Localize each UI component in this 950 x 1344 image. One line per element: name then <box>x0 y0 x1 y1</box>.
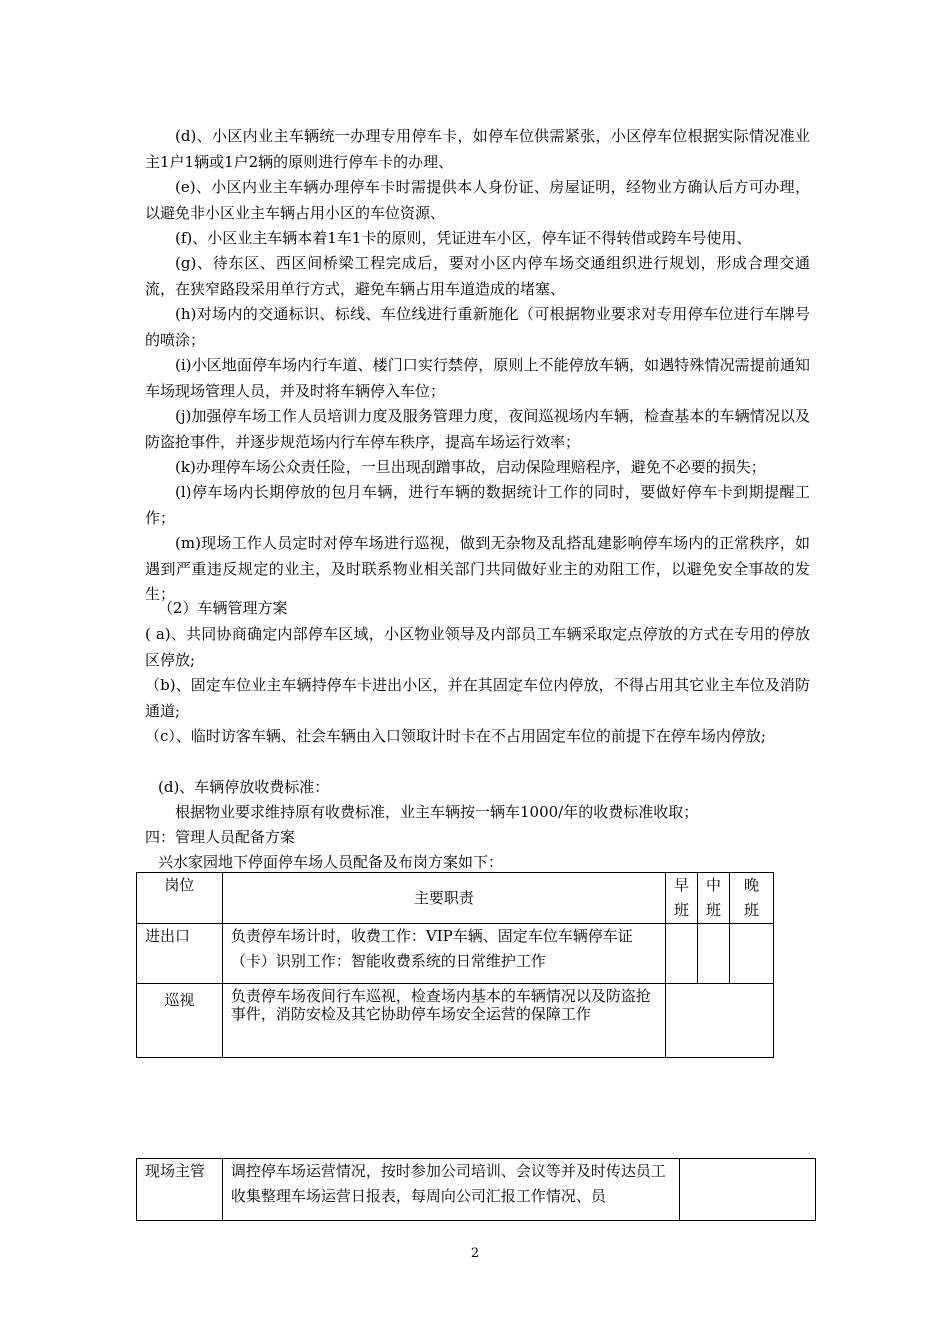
header-post: 岗位 <box>137 873 223 924</box>
post-cell: 现场主管 <box>137 1159 223 1221</box>
post-cell: 进出口 <box>137 924 223 984</box>
paragraph-b: （b)、固定车位业主车辆持停车卡进出小区，并在其固定车位内停放，不得占用其它业主车位及消防通道; <box>145 676 810 720</box>
section-heading-staffing: 四：管理人员配备方案 <box>145 828 296 846</box>
header-duties: 主要职责 <box>222 873 665 924</box>
paragraph-d: (d)、小区内业主车辆统一办理专用停车卡，如停车位供需紧张，小区停车位根据实际情况准业主1户1辆或1户2辆的原则进行停车卡的办理、 <box>145 127 810 171</box>
staffing-table-continued <box>136 1158 816 1221</box>
paragraph-l: (l)停车场内长期停放的包月车辆，进行车辆的数据统计工作的同时，要做好停车卡到期提醒工作； <box>145 483 810 527</box>
header-night-shift: 晚班 <box>729 873 773 924</box>
section-heading-vehicle-management: （2）车辆管理方案 <box>158 599 288 617</box>
duty-cell: 负责停车场计时，收费工作：VIP车辆、固定车位车辆停车证（卡）识别工作：智能收费系统的日常维护工作 <box>222 924 665 984</box>
fee-standard-heading: (d)、车辆停放收费标准： <box>158 778 330 796</box>
paragraph-m: (m)现场工作人员定时对停车场进行巡视，做到无杂物及乱搭乱建影响停车场内的正常秩序，如遇到严重违反规定的业主，及时联系物业相关部门共同做好业主的劝阻工作，以避免安全事故的发生； <box>145 534 810 603</box>
paragraph-k: (k)办理停车场公众责任险，一旦出现刮蹭事故，启动保险理赔程序，避免不必要的损失； <box>175 458 766 476</box>
paragraph-c: （c）、临时访客车辆、社会车辆由入口领取计时卡在不占用固定车位的前提下在停车场内停放; <box>145 727 766 745</box>
paragraph-f: (f)、小区业主车辆本着1车1卡的原则，凭证进车小区，停车证不得转借或跨车号使用、 <box>175 229 752 247</box>
shift-cell <box>680 1159 816 1221</box>
header-middle-shift: 中班 <box>698 873 730 924</box>
paragraph-h: (h)对场内的交通标识、标线、车位线进行重新施化（可根据物业要求对专用停车位进行车牌号的喷涂； <box>145 305 810 349</box>
duty-cell: 调控停车场运营情况，按时参加公司培训、会议等并及时传达员工收集整理车场运营日报表，每周向公司汇报工作情况、员 <box>222 1159 679 1221</box>
table-row <box>137 984 774 1058</box>
paragraph-j: (j)加强停车场工作人员培训力度及服务管理力度，夜间巡视场内车辆，检查基本的车辆情况以及防盗抢事件，并逐步规范场内行车停车秩序，提高车场运行效率； <box>145 407 810 451</box>
shift-cell <box>729 924 773 984</box>
staffing-table <box>136 872 774 1058</box>
paragraph-g: (g)、待东区、西区间桥梁工程完成后，要对小区内停车场交通组织进行规划，形成合理交通流，在狭窄路段采用单行方式，避免车辆占用车道造成的堵塞、 <box>145 254 810 298</box>
shift-cell <box>666 924 698 984</box>
post-cell: 巡视 <box>137 984 223 1058</box>
fee-standard-text: 根据物业要求维持原有收费标准，业主车辆按一辆车1000/年的收费标准收取； <box>175 803 699 821</box>
paragraph-e: (e)、小区内业主车辆办理停车卡时需提供本人身份证、房屋证明，经物业方确认后方可办理，以避免非小区业主车辆占用小区的车位资源、 <box>145 178 810 222</box>
shift-cell <box>666 984 774 1058</box>
page-number: 2 <box>470 1246 480 1261</box>
table-row <box>137 924 774 984</box>
duty-cell: 负责停车场夜间行车巡视，检查场内基本的车辆情况以及防盗抢事件，消防安检及其它协助停车场安全运营的保障工作 <box>222 984 665 1058</box>
paragraph-a: ( a)、共同协商确定内部停车区域，小区物业领导及内部员工车辆采取定点停放的方式在专用的停放区停放; <box>145 625 810 669</box>
table-header-row <box>137 873 774 924</box>
table-row <box>137 1159 816 1221</box>
paragraph-i: (i)小区地面停车场内行车道、楼门口实行禁停，原则上不能停放车辆，如遇特殊情况需提前通知车场现场管理人员，并及时将车辆停入车位； <box>145 356 810 400</box>
header-morning-shift: 早班 <box>666 873 698 924</box>
staffing-intro: 兴水家园地下停面停车场人员配备及布岗方案如下： <box>158 853 504 871</box>
shift-cell <box>698 924 730 984</box>
